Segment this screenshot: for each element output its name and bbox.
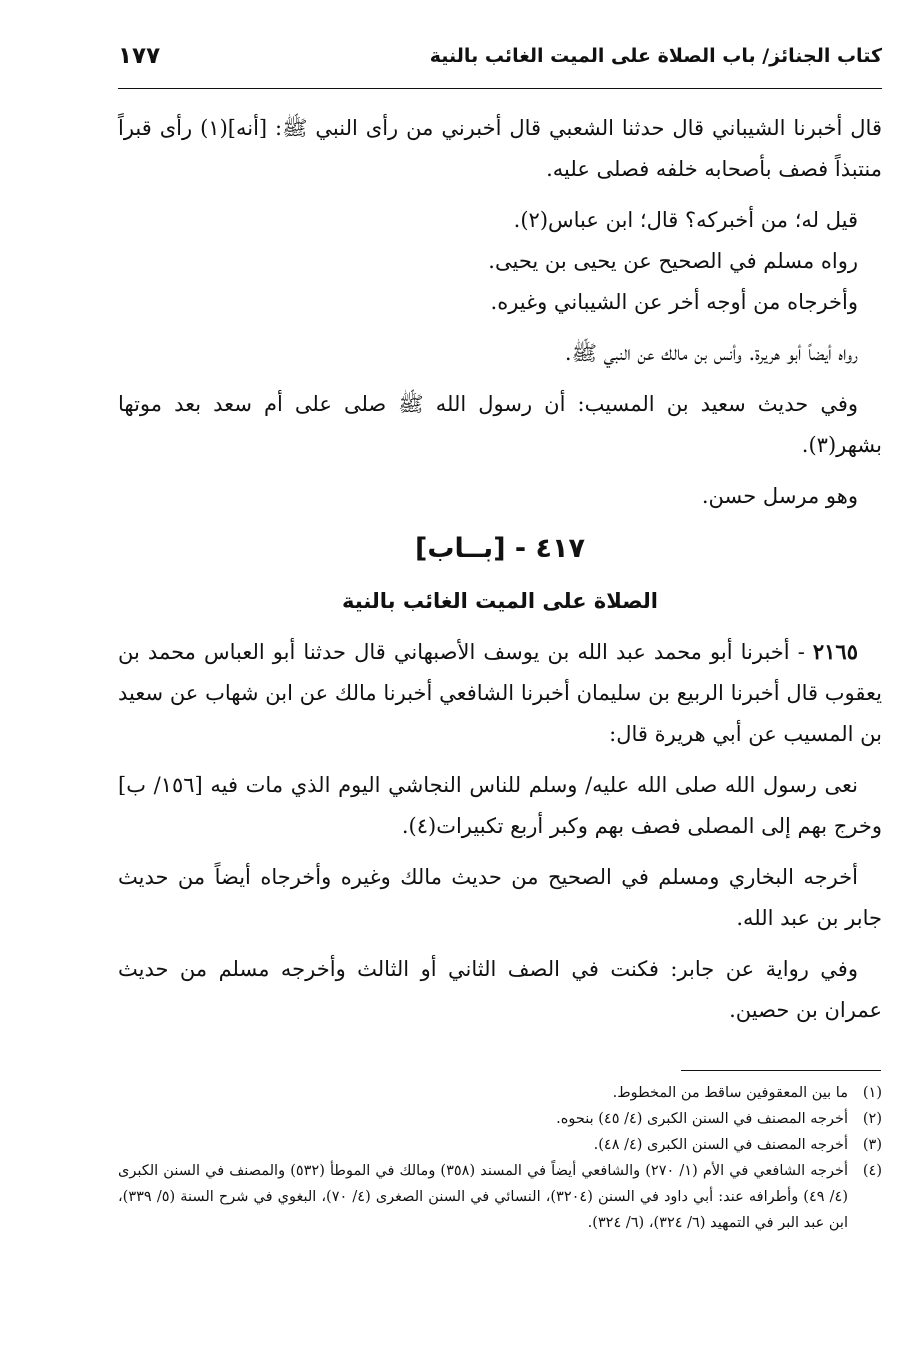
- section-number: ٤١٧ - [بــاب]: [414, 533, 585, 564]
- footnote-number: (٢): [862, 1111, 882, 1127]
- paragraph-shaybani: قال أخبرنا الشيباني قال حدثنا الشعبي قال أخبرني من رأى النبي ﷺ: [أنه](١) رأى قبراً منتبذاً فصف بأصحابه خلفه فصلى عليه.: [118, 116, 882, 181]
- footnote-text: ما بين المعقوفين ساقط من المخطوط.: [612, 1085, 848, 1101]
- running-header: [118, 38, 882, 74]
- footnote-number: (٤): [862, 1163, 882, 1179]
- page-number: ١٧٧: [118, 43, 161, 69]
- paragraph-ibn-abbas: قيل له؛ من أخبركه؟ قال؛ ابن عباس(٢).: [513, 208, 858, 232]
- footnote-4: [118, 1158, 882, 1236]
- header-title: كتاب الجنائز/ باب الصلاة على الميت الغائب بالنية: [429, 45, 882, 67]
- hadith-matn: نعى رسول الله صلى الله عليه/ وسلم للناس النجاشي اليوم الذي مات فيه [١٥٦/ ب] وخرج بهم إلى المصلى فصف بهم وكبر أربع تكبيرات(٤).: [118, 773, 882, 838]
- footnote-text: أخرجه الشافعي في الأم (١/ ٢٧٠) والشافعي أيضاً في المسند (٣٥٨) ومالك في الموطأ (٥٣٢) والمصنف في السنن الكبرى (٤/ ٤٩) وأطرافه عند: أبي داود في السنن (٣٢٠٤)، النسائي في السنن الصغرى (٤/ ٧٠)، البغوي في شرح السنة (٥/ ٣٣٩)، ابن عبد البر في التمهيد (٦/ ٣٢٤)، (٦/ ٣٢٤).: [118, 1163, 848, 1231]
- paragraph-said-ibn-musayyib: وفي حديث سعيد بن المسيب: أن رسول الله ﷺ صلى على أم سعد بعد موتها بشهر(٣).: [118, 392, 882, 457]
- footnote-divider: [681, 1070, 881, 1071]
- paragraph-muslim: رواه مسلم في الصحيح عن يحيى بن يحيى.: [488, 249, 858, 273]
- section-title: الصلاة على الميت الغائب بالنية: [342, 589, 658, 613]
- header-divider: [118, 88, 882, 89]
- hadith-paragraph: [118, 631, 882, 755]
- paragraph-akhrajah: وأخرجاه من أوجه أخر عن الشيباني وغيره.: [490, 290, 858, 314]
- footnote-2: [118, 1106, 882, 1132]
- paragraph-jabir: وفي رواية عن جابر: فكنت في الصف الثاني أو الثالث وأخرجه مسلم من حديث عمران بن حصين.: [118, 957, 882, 1022]
- paragraph-mursal: وهو مرسل حسن.: [701, 484, 858, 508]
- paragraph-bukhari: أخرجه البخاري ومسلم في الصحيح من حديث مالك وغيره وأخرجاه أيضاً من حديث جابر بن عبد الله.: [118, 865, 882, 930]
- paragraph-abu-hurayrah: رواه أيضاً أبو هريرة. وأنس بن مالك عن النبي ﷺ.: [564, 341, 858, 365]
- footnote-number: (٣): [862, 1137, 882, 1153]
- footnote-text: أخرجه المصنف في السنن الكبرى (٤/ ٤٨).: [593, 1137, 848, 1153]
- hadith-isnad: - أخبرنا أبو محمد عبد الله بن يوسف الأصبهاني قال حدثنا أبو العباس محمد بن يعقوب قال أخبرنا الربيع بن سليمان أخبرنا الشافعي أخبرنا مالك عن ابن شهاب عن سعيد بن المسيب عن أبي هريرة قال:: [118, 640, 882, 746]
- main-text: [118, 108, 882, 1041]
- footnotes: [118, 1080, 882, 1236]
- footnote-3: [118, 1132, 882, 1158]
- footnote-1: [118, 1080, 882, 1106]
- footnote-number: (١): [862, 1085, 882, 1101]
- footnote-text: أخرجه المصنف في السنن الكبرى (٤/ ٤٥) بنحوه.: [556, 1111, 848, 1127]
- hadith-number: ٢١٦٥: [812, 639, 858, 664]
